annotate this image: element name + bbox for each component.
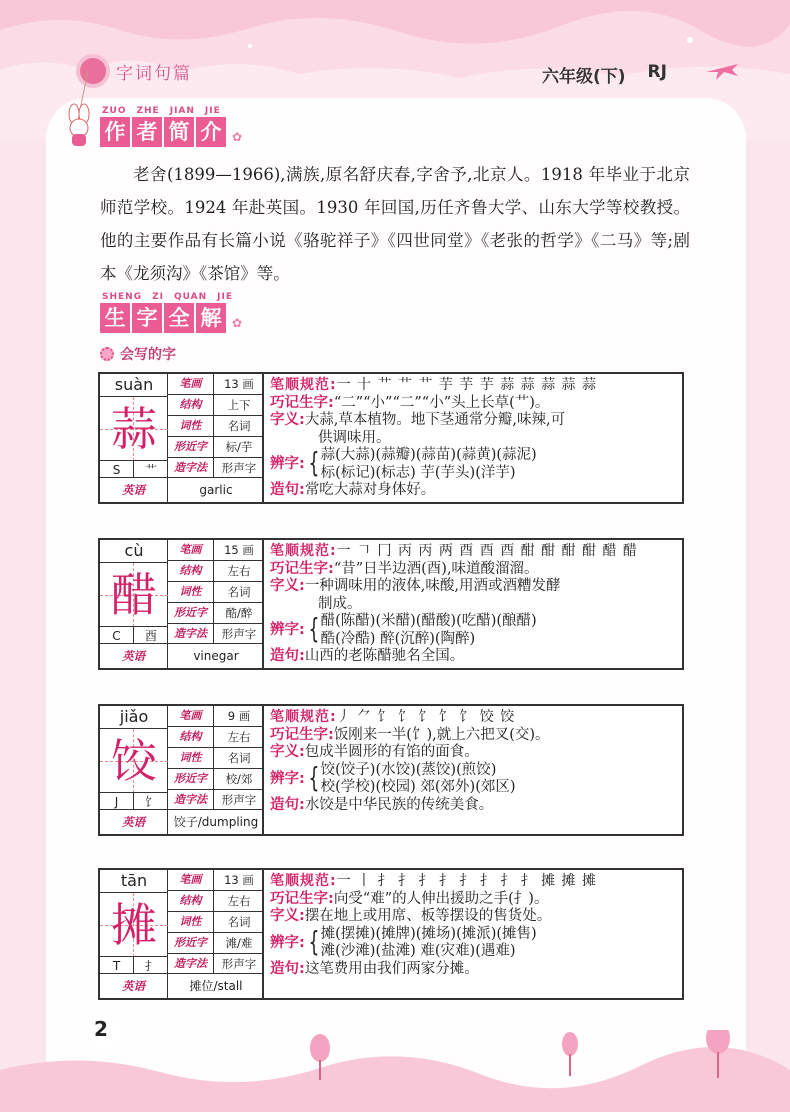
detail-label: 辨字: <box>270 456 305 472</box>
example-sentence: 水饺是中华民族的传统美食。 <box>304 796 494 813</box>
attr-formation <box>168 624 264 644</box>
stroke-order-line <box>270 377 676 395</box>
subheading-text: 会写的字 <box>120 347 176 363</box>
meaning-line-2: 供调味用。 <box>318 429 391 446</box>
attr-similar <box>168 603 264 624</box>
attr-label: 英语 <box>100 478 168 502</box>
attr-value: 校/郊 <box>225 772 253 786</box>
pinyin-syllable: QUAN <box>173 292 208 302</box>
memory-line <box>270 561 676 579</box>
attr-similar <box>168 437 264 458</box>
section-chars-pinyin <box>100 292 233 302</box>
attr-structure <box>168 561 264 582</box>
attr-value: 9 画 <box>227 709 251 723</box>
attr-label: 形近字 <box>168 437 214 457</box>
stroke-order-line <box>270 873 676 891</box>
distinguish-line: 摊(摆摊)(摊牌)(摊场)(摊派)(摊售) <box>320 925 537 942</box>
char-info-panel <box>100 540 264 668</box>
char-info-panel <box>100 706 264 834</box>
memory-line <box>270 395 676 413</box>
detail-label: 巧记生字: <box>270 726 334 743</box>
initial-letter: C <box>100 626 134 644</box>
attr-pos <box>168 582 264 603</box>
attr-label: 词性 <box>168 582 214 602</box>
pinyin-syllable: JIE <box>217 292 234 302</box>
pinyin-syllable: JIAN <box>169 106 195 116</box>
section-author-title <box>100 106 228 147</box>
detail-label: 造句: <box>270 648 305 664</box>
attr-formation <box>168 790 264 810</box>
attr-value: 左右 <box>227 894 251 908</box>
title-char: 字 <box>132 303 164 333</box>
char-pinyin: jiǎo <box>119 707 149 726</box>
flower-icon: ✿ <box>232 316 243 330</box>
bracket-icon: { <box>308 446 320 479</box>
distinguish-line: 蒜(大蒜)(蒜瓣)(蒜苗)(蒜黄)(蒜泥) <box>320 447 537 463</box>
attr-value: 形声字 <box>221 793 257 807</box>
detail-label: 巧记生字: <box>270 394 334 411</box>
stroke-order: 一 十 艹 艹 艹 芋 芋 芋 蒜 蒜 蒜 蒜 蒜 <box>336 377 598 393</box>
char-detail-panel <box>264 540 682 668</box>
attr-value: 标/芋 <box>225 440 253 454</box>
meaning-text: 包成半圆形的有馅的面食。 <box>304 744 479 760</box>
initial-letter: T <box>100 956 134 974</box>
attr-pos <box>168 912 264 933</box>
memory-line <box>270 891 676 909</box>
attr-label: 词性 <box>168 912 214 932</box>
author-bio: 老舍(1899—1966),满族,原名舒庆春,字舍予,北京人。1918 年毕业于北京师范学校。1924 年赴英国。1930 年回国,历任齐鲁大学、山东大学等校教授。他的主要作品有长篇小说《骆驼祥子》《四世同堂》《老张的哲学》《二马》等;剧本《龙须沟》《茶馆》等。 <box>100 165 690 283</box>
attr-value: 名词 <box>227 419 251 433</box>
detail-label: 辨字: <box>270 770 305 787</box>
radical: 酉 <box>134 626 168 644</box>
pinyin-syllable: ZHE <box>136 106 160 116</box>
meaning-line <box>270 578 676 596</box>
detail-label: 造句: <box>270 482 305 498</box>
example-sentence: 常吃大蒜对身体好。 <box>304 482 436 498</box>
attr-label: 英语 <box>100 644 168 668</box>
attr-english <box>100 974 264 998</box>
attr-strokes <box>168 706 264 727</box>
detail-label: 笔顺规范: <box>270 377 337 393</box>
char-card <box>98 704 684 836</box>
char-box <box>100 870 168 974</box>
distinguish-lines <box>321 926 537 961</box>
detail-label: 辨字: <box>270 934 305 951</box>
attr-value: 13 画 <box>224 377 254 391</box>
attr-value: 形声字 <box>221 461 257 475</box>
attr-formation <box>168 458 264 478</box>
attr-value: garlic <box>199 483 233 497</box>
pinyin-syllable: ZI <box>152 292 164 302</box>
attr-value: 形声字 <box>221 957 257 971</box>
sun-icon <box>100 347 114 361</box>
initial-letter: J <box>100 792 134 810</box>
section-chars-title <box>100 292 233 333</box>
char-card <box>98 372 684 504</box>
char-pinyin: cù <box>124 541 144 560</box>
attr-label: 词性 <box>168 416 214 436</box>
attr-value: 左右 <box>227 564 251 578</box>
section-author-pinyin <box>100 106 228 116</box>
attr-label: 笔画 <box>168 706 214 726</box>
attr-label: 形近字 <box>168 603 214 623</box>
example-sentence: 这笔费用由我们两家分摊。 <box>304 960 479 977</box>
attr-label: 结构 <box>168 395 214 415</box>
attr-english <box>100 810 264 834</box>
attr-english <box>100 478 264 502</box>
attr-pos <box>168 748 264 769</box>
distinguish-lines <box>321 447 537 482</box>
attr-label: 形近字 <box>168 933 214 953</box>
detail-label: 字义: <box>270 744 305 760</box>
distinguish-group <box>270 926 676 961</box>
big-char: 饺 <box>111 734 157 788</box>
attr-label: 造字法 <box>168 458 214 477</box>
attr-label: 造字法 <box>168 624 214 643</box>
writing-grid <box>100 562 168 626</box>
attr-label: 笔画 <box>168 870 214 890</box>
meaning-line-2: 制成。 <box>318 595 362 612</box>
subheading <box>100 344 176 364</box>
stroke-order: 一 𠃍 冂 丙 丙 两 酉 酉 酉 酣 酣 酣 酣 醋 醋 <box>336 543 638 559</box>
char-box <box>100 374 168 478</box>
attr-label: 结构 <box>168 727 214 747</box>
attr-pos <box>168 416 264 437</box>
attr-value: 饺子/dumpling <box>173 815 259 829</box>
distinguish-lines <box>321 762 516 797</box>
attr-strokes <box>168 374 264 395</box>
char-detail-panel <box>264 870 682 998</box>
big-char: 摊 <box>111 898 157 952</box>
detail-label: 笔顺规范: <box>270 873 337 889</box>
header-grade <box>542 62 667 87</box>
memory-tip: “二”“小”“二”“小”头上长草(艹)。 <box>333 394 550 411</box>
memory-line <box>270 727 676 745</box>
distinguish-group <box>270 447 676 482</box>
detail-label: 辨字: <box>270 622 305 638</box>
bunny-illustration <box>58 70 104 150</box>
flower-icon: ✿ <box>232 130 243 144</box>
stroke-order: 丿 ⺈ 饣 饣 饣 饣 饣 饺 饺 <box>336 709 516 725</box>
detail-label: 巧记生字: <box>270 560 334 577</box>
writing-grid <box>100 728 168 792</box>
attr-english <box>100 644 264 668</box>
attr-strokes <box>168 870 264 891</box>
attr-label: 结构 <box>168 891 214 911</box>
detail-label: 造句: <box>270 796 305 813</box>
attr-similar <box>168 933 264 954</box>
bracket-icon: { <box>308 760 320 794</box>
title-char: 作 <box>100 117 132 147</box>
attr-value: 酷/醉 <box>225 606 253 620</box>
attr-structure <box>168 891 264 912</box>
detail-label: 巧记生字: <box>270 890 334 907</box>
airplane-icon <box>704 58 740 82</box>
meaning-text: 摆在地上或用席、板等摆设的售货处。 <box>304 908 552 924</box>
title-char: 简 <box>164 117 196 147</box>
category-label: 字词句篇 <box>116 63 192 84</box>
sentence-line <box>270 797 676 815</box>
meaning-text: 一种调味用的液体,味酸,用酒或酒糟发酵 <box>304 578 561 594</box>
attr-label: 词性 <box>168 748 214 768</box>
stroke-order-line <box>270 709 676 727</box>
attr-value: vinegar <box>193 649 239 663</box>
char-info-panel <box>100 870 264 998</box>
distinguish-line: 标(标记)(标志) 芋(芋头)(洋芋) <box>320 464 516 481</box>
detail-label: 字义: <box>270 412 305 428</box>
big-char: 醋 <box>111 568 157 622</box>
attr-label: 结构 <box>168 561 214 581</box>
distinguish-lines <box>321 613 537 648</box>
title-char: 者 <box>132 117 164 147</box>
attr-label: 造字法 <box>168 954 214 973</box>
bracket-icon: { <box>308 612 320 645</box>
attr-value: 名词 <box>227 585 251 599</box>
bracket-icon: { <box>308 924 320 958</box>
char-detail-panel <box>264 706 682 834</box>
bottom-grass-decoration <box>0 1030 790 1112</box>
char-pinyin: tān <box>120 871 148 890</box>
distinguish-line: 酷(冷酷) 醉(沉醉)(陶醉) <box>320 630 476 647</box>
writing-grid <box>100 892 168 956</box>
writing-grid <box>100 396 168 460</box>
memory-tip: “昔”日半边酒(酉),味道酸溜溜。 <box>333 560 539 577</box>
attr-structure <box>168 727 264 748</box>
example-sentence: 山西的老陈醋驰名全国。 <box>304 648 465 664</box>
edition-label: RJ <box>647 62 667 82</box>
attr-structure <box>168 395 264 416</box>
detail-label: 笔顺规范: <box>270 709 337 725</box>
attr-label: 英语 <box>100 974 168 998</box>
distinguish-line: 饺(饺子)(水饺)(蒸饺)(煎饺) <box>320 761 497 778</box>
char-card <box>98 868 684 1000</box>
section-author-heading <box>100 117 228 147</box>
distinguish-line: 校(学校)(校园) 郊(郊外)(郊区) <box>320 779 516 795</box>
attr-label: 英语 <box>100 810 168 834</box>
char-box <box>100 540 168 644</box>
radical: 艹 <box>134 460 168 478</box>
meaning-line <box>270 744 676 762</box>
meaning-text: 大蒜,草本植物。地下茎通常分瓣,味辣,可 <box>304 412 566 428</box>
char-info-panel <box>100 374 264 502</box>
attr-label: 笔画 <box>168 374 214 394</box>
attr-value: 摊位/stall <box>189 979 243 993</box>
char-detail-panel <box>264 374 682 502</box>
distinguish-group <box>270 762 676 797</box>
pinyin-syllable: SHENG <box>102 292 143 302</box>
sentence-line <box>270 961 676 979</box>
memory-tip: 饭刚来一半(饣),就上六把叉(交)。 <box>333 726 550 743</box>
stroke-order-line <box>270 543 676 561</box>
title-char: 解 <box>196 303 228 333</box>
char-pinyin: suàn <box>114 375 154 394</box>
detail-label: 字义: <box>270 578 305 594</box>
pinyin-syllable: JIE <box>204 106 221 116</box>
distinguish-line: 滩(沙滩)(盐滩) 难(灾难)(遇难) <box>320 943 516 959</box>
pinyin-syllable: ZUO <box>102 106 127 116</box>
memory-tip: 向受“难”的人伸出援助之手(扌)。 <box>333 890 549 907</box>
sentence-line <box>270 648 676 666</box>
attr-label: 笔画 <box>168 540 214 560</box>
initial-letter: S <box>100 460 134 478</box>
attr-value: 上下 <box>227 398 251 412</box>
detail-label: 造句: <box>270 960 305 977</box>
distinguish-group <box>270 613 676 648</box>
radical: 饣 <box>134 792 168 810</box>
title-char: 全 <box>164 303 196 333</box>
meaning-line <box>270 412 676 430</box>
attr-value: 名词 <box>227 751 251 765</box>
title-char: 生 <box>100 303 132 333</box>
attr-value: 滩/难 <box>225 936 253 950</box>
section-chars-heading <box>100 303 233 333</box>
big-char: 蒜 <box>111 402 157 456</box>
attr-value: 名词 <box>227 915 251 929</box>
attr-formation <box>168 954 264 974</box>
radical: 扌 <box>134 956 168 974</box>
attr-strokes <box>168 540 264 561</box>
detail-label: 字义: <box>270 908 305 924</box>
title-char: 介 <box>196 117 228 147</box>
distinguish-line: 醋(陈醋)(米醋)(醋酸)(吃醋)(酿醋) <box>320 613 537 629</box>
detail-label: 笔顺规范: <box>270 543 337 559</box>
char-card <box>98 538 684 670</box>
char-box <box>100 706 168 810</box>
grade-label: 六年级(下) <box>542 67 626 87</box>
page-number: 2 <box>86 1014 116 1044</box>
attr-label: 形近字 <box>168 769 214 789</box>
attr-value: 形声字 <box>221 627 257 641</box>
sentence-line <box>270 482 676 500</box>
attr-value: 左右 <box>227 730 251 744</box>
stroke-order: 一 丨 扌 扌 扌 扌 扌 扌 扌 扌 摊 摊 摊 <box>336 873 598 889</box>
meaning-line <box>270 908 676 926</box>
attr-value: 13 画 <box>224 873 254 887</box>
attr-similar <box>168 769 264 790</box>
attr-value: 15 画 <box>224 543 254 557</box>
attr-label: 造字法 <box>168 790 214 809</box>
